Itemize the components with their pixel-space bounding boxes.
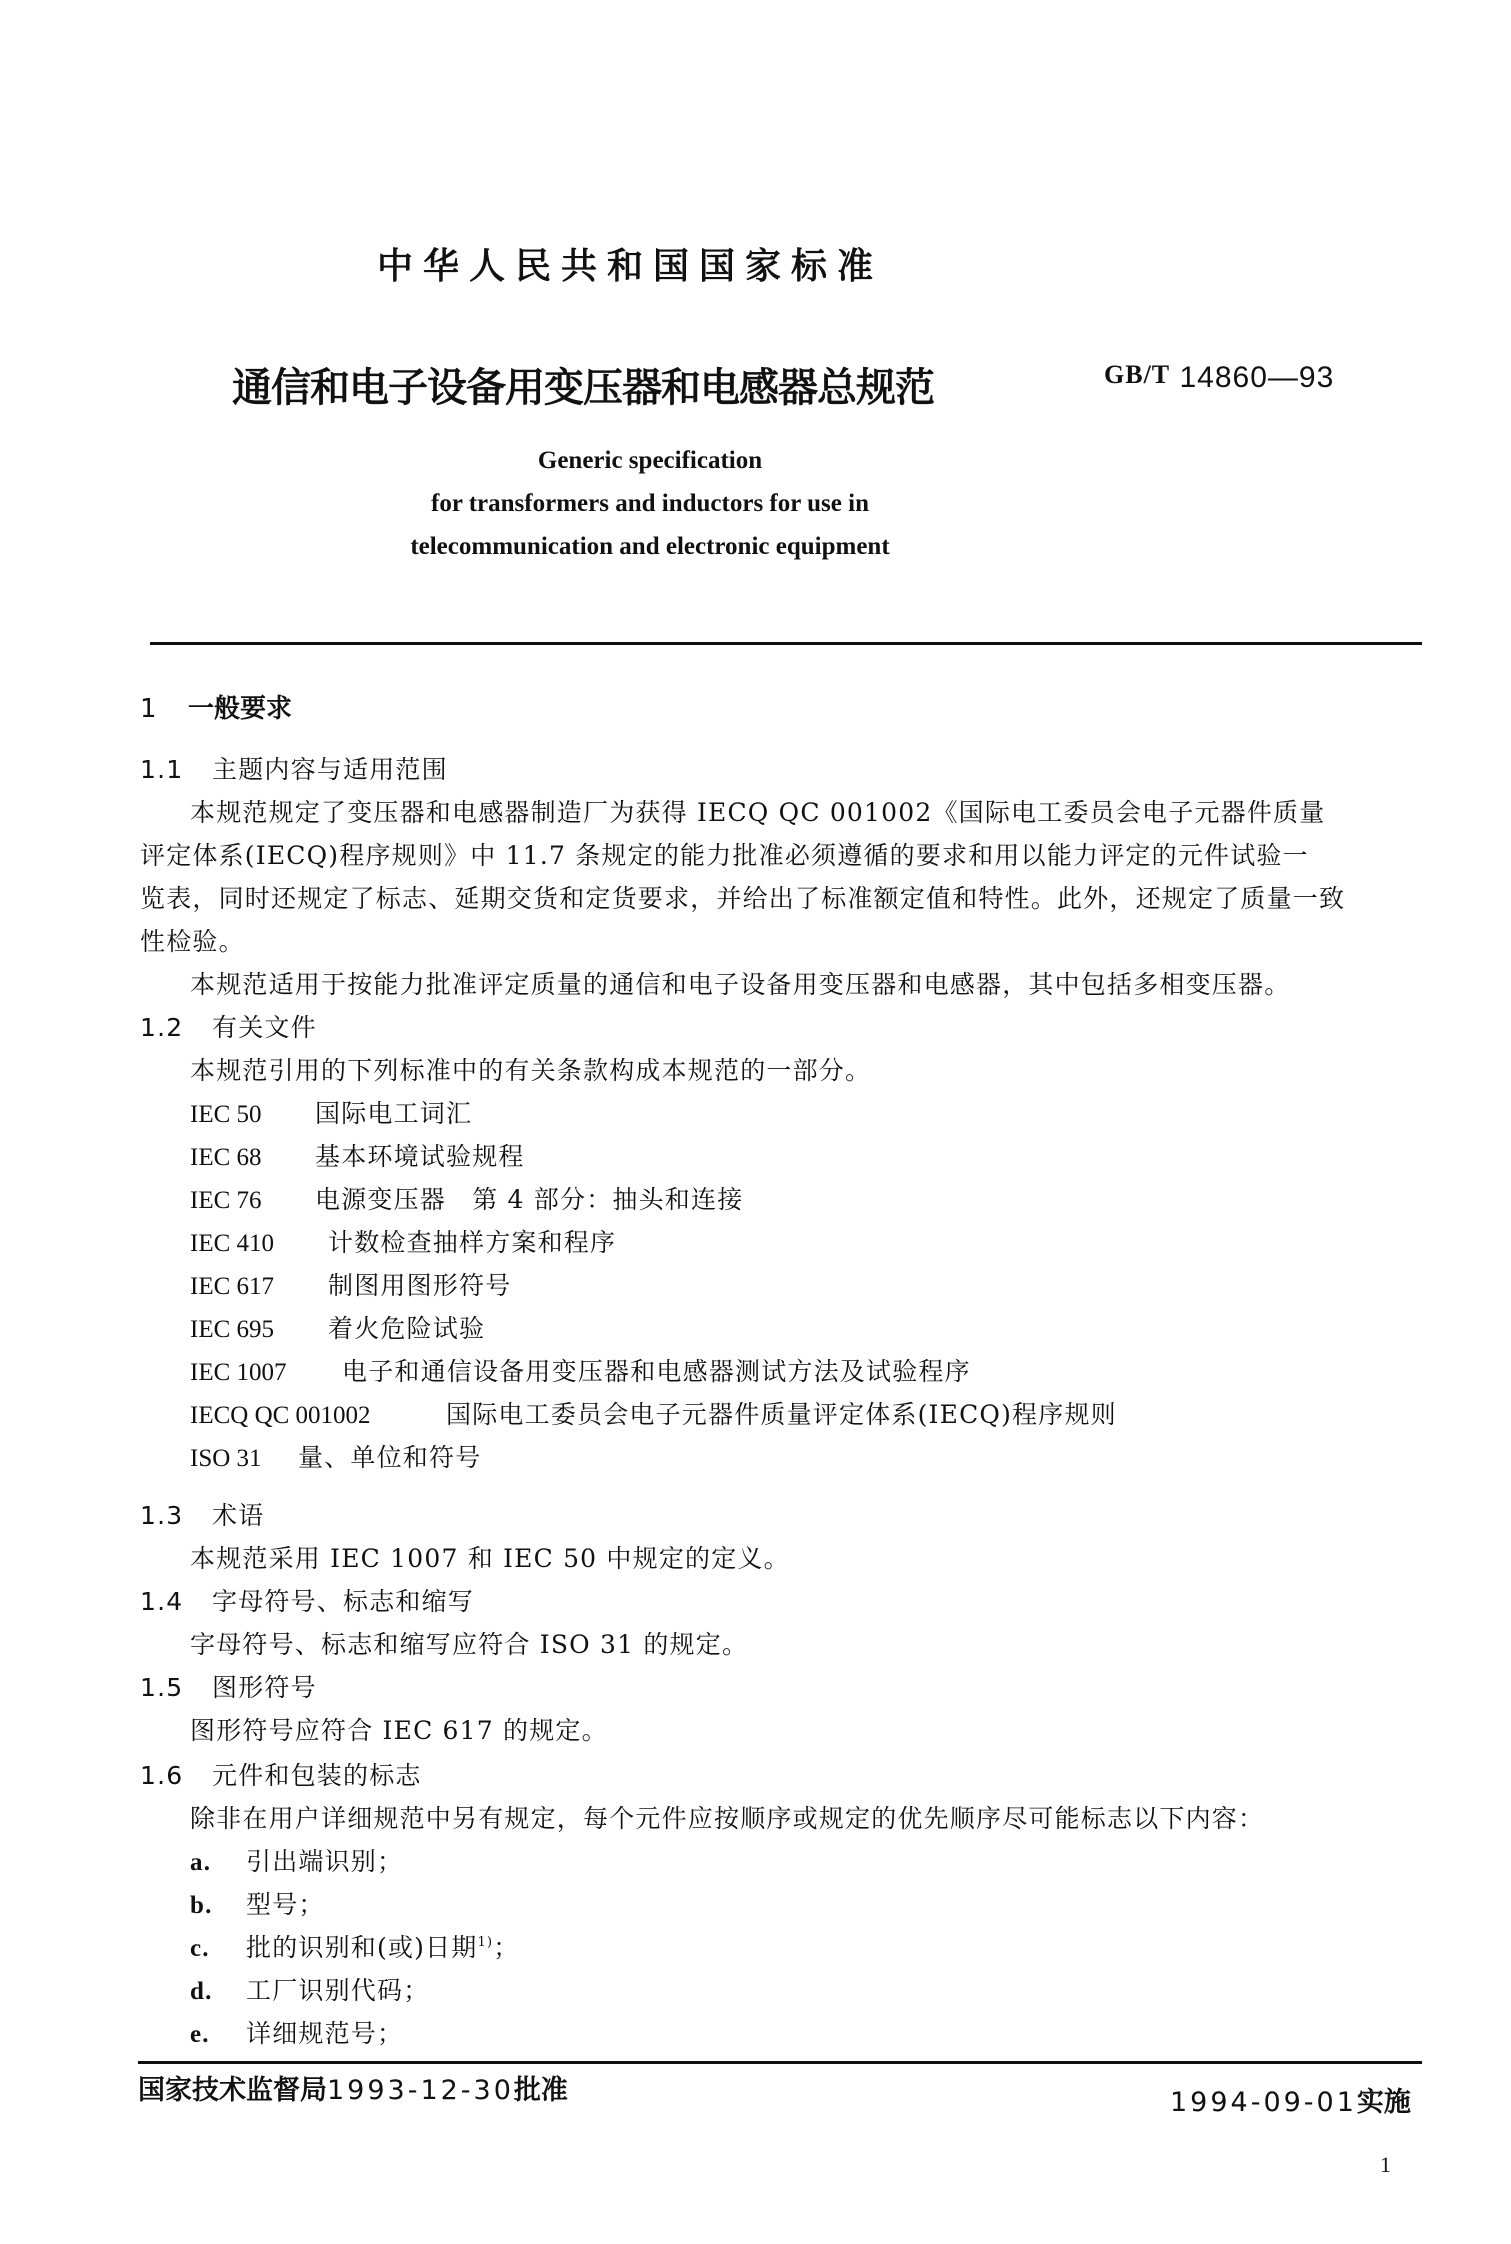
reference-title: 国际电工词汇: [315, 1099, 473, 1128]
subsection-1-6-heading: [140, 1756, 422, 1792]
reference-item: [190, 1438, 481, 1474]
paragraph-line: 除非在用户详细规范中另有规定，每个元件应按顺序或规定的优先顺序尽可能标志以下内容：: [190, 1804, 1265, 1833]
reference-code: ISO 31: [190, 1445, 262, 1472]
reference-title: 电子和通信设备用变压器和电感器测试方法及试验程序: [342, 1357, 971, 1386]
approval-date: 1993-12-30: [327, 2075, 514, 2106]
list-marker: a.: [190, 1849, 212, 1876]
paragraph-line: 本规范采用 IEC 1007 和 IEC 50 中规定的定义。: [190, 1544, 790, 1573]
list-item-punct: ；: [493, 1933, 520, 1962]
reference-item: [190, 1180, 743, 1216]
standard-code-prefix: GB/T: [1104, 360, 1171, 389]
subsection-number: 1.5: [140, 1673, 184, 1702]
standard-code-number: 14860—93: [1179, 361, 1335, 394]
reference-item: [190, 1309, 485, 1345]
reference-code: IEC 1007: [190, 1359, 287, 1386]
reference-title: 电源变压器 第 4 部分：抽头和连接: [315, 1185, 744, 1214]
subsection-title: 元件和包装的标志: [212, 1761, 422, 1790]
paragraph-line: 性检验。: [140, 927, 245, 956]
approving-authority: 国家技术监督局: [138, 2075, 327, 2106]
reference-code: IEC 695: [190, 1316, 275, 1343]
reference-item: [190, 1223, 616, 1259]
marking-list-item: [190, 1971, 429, 2007]
footnote-ref[interactable]: 1): [477, 1935, 494, 1950]
document-title-en-line-3: telecommunication and electronic equipment: [410, 533, 890, 560]
list-marker: c.: [190, 1935, 210, 1962]
effective-info: [1170, 2080, 1411, 2119]
marking-list-item: [190, 1928, 519, 1964]
reference-item: [190, 1352, 971, 1388]
reference-code: IEC 68: [190, 1144, 262, 1171]
subsection-number: 1.1: [140, 755, 184, 784]
reference-title: 制图用图形符号: [328, 1271, 512, 1300]
reference-title: 国际电工委员会电子元器件质量评定体系(IECQ)程序规则: [446, 1400, 1117, 1429]
footer-divider: [138, 2061, 1422, 2064]
reference-code: IEC 50: [190, 1101, 262, 1128]
paragraph-line: 本规范规定了变压器和电感器制造厂为获得 IECQ QC 001002《国际电工委员会电子元器件质量: [190, 798, 1326, 827]
subsection-number: 1.3: [140, 1501, 184, 1530]
subsection-1-4-heading: [140, 1582, 474, 1618]
page-number: 1: [1380, 2152, 1391, 2177]
reference-item: [190, 1094, 472, 1130]
list-item-text: 工厂识别代码；: [246, 1976, 430, 2005]
section-1-heading: [140, 688, 292, 725]
approval-label: 批准: [513, 2075, 568, 2106]
subsection-1-3-heading: [140, 1496, 264, 1532]
paragraph-line: 字母符号、标志和缩写应符合 ISO 31 的规定。: [190, 1630, 749, 1659]
paragraph-line: 评定体系(IECQ)程序规则》中 11.7 条规定的能力批准必须遵循的要求和用以能力评定的元件试验一: [140, 841, 1309, 870]
reference-title: 着火危险试验: [328, 1314, 486, 1343]
marking-list-item: [190, 2014, 403, 2050]
subsection-title: 有关文件: [212, 1013, 317, 1042]
section-number: 1: [140, 694, 157, 724]
marking-list-item: [190, 1885, 325, 1921]
document-title-zh: 通信和电子设备用变压器和电感器总规范: [232, 365, 934, 411]
section-title: 一般要求: [188, 694, 293, 724]
subsection-1-1-heading: [140, 750, 448, 786]
document-title-en-line-2: for transformers and inductors for use in: [431, 490, 869, 517]
reference-item: [190, 1395, 1117, 1431]
list-marker: b.: [190, 1892, 213, 1919]
subsection-1-2-heading: [140, 1008, 317, 1044]
paragraph-line: 本规范适用于按能力批准评定质量的通信和电子设备用变压器和电感器，其中包括多相变压器。: [190, 970, 1291, 999]
subsection-number: 1.6: [140, 1761, 184, 1790]
effective-date: 1994-09-01: [1170, 2087, 1357, 2118]
approval-info: [138, 2068, 568, 2107]
reference-title: 基本环境试验规程: [315, 1142, 525, 1171]
subsection-number: 1.2: [140, 1013, 184, 1042]
subsection-title: 图形符号: [212, 1673, 317, 1702]
reference-item: [190, 1137, 525, 1173]
list-item-text: 型号；: [246, 1890, 325, 1919]
document-title-en-line-1: Generic specification: [537, 447, 763, 474]
subsection-number: 1.4: [140, 1587, 184, 1616]
subsection-title: 术语: [212, 1501, 265, 1530]
reference-title: 量、单位和符号: [298, 1443, 482, 1472]
effective-label: 实施: [1356, 2087, 1411, 2118]
subsection-title: 主题内容与适用范围: [212, 755, 448, 784]
list-item-text: 引出端识别；: [246, 1847, 404, 1876]
paragraph-line: 本规范引用的下列标准中的有关条款构成本规范的一部分。: [190, 1056, 872, 1085]
list-item-text: 详细规范号；: [246, 2019, 404, 2048]
reference-code: IEC 410: [190, 1230, 275, 1257]
header-divider: [150, 642, 1422, 645]
subsection-title: 字母符号、标志和缩写: [212, 1587, 475, 1616]
list-marker: e.: [190, 2021, 210, 2048]
reference-code: IEC 617: [190, 1273, 275, 1300]
subsection-1-5-heading: [140, 1668, 317, 1704]
reference-title: 计数检查抽样方案和程序: [328, 1228, 617, 1257]
paragraph-line: 图形符号应符合 IEC 617 的规定。: [190, 1716, 608, 1745]
list-item-text: 批的识别和(或)日期: [246, 1933, 478, 1962]
marking-list-item: [190, 1842, 403, 1878]
reference-item: [190, 1266, 511, 1302]
paragraph-line: 览表，同时还规定了标志、延期交货和定货要求，并给出了标准额定值和特性。此外，还规定了质量一致: [140, 884, 1346, 913]
reference-code: IECQ QC 001002: [190, 1402, 371, 1429]
reference-code: IEC 76: [190, 1187, 262, 1214]
list-marker: d.: [190, 1978, 213, 2005]
national-standard-heading: 中华人民共和国国家标准: [376, 246, 883, 287]
standard-code: [1104, 360, 1334, 395]
